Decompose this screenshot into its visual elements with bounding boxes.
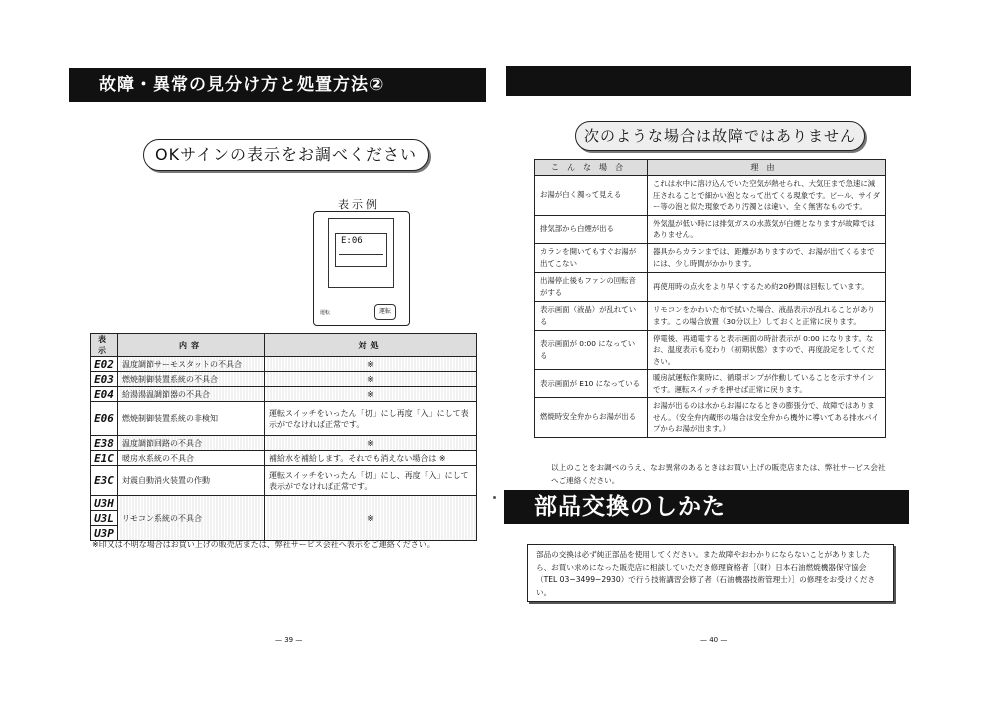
table-header-row bbox=[91, 334, 477, 357]
case-cell: 排気部から白煙が出る bbox=[535, 215, 648, 243]
error-code: U3H bbox=[91, 496, 118, 511]
error-action: ※ bbox=[265, 387, 477, 402]
table-row bbox=[535, 398, 886, 438]
table-row bbox=[91, 496, 477, 511]
reason-cell: リモコンをかわいた布で拭いた場合、液晶表示が乱れることがあります。この場合放置（30分以上）しておくと正常に戻ります。 bbox=[648, 301, 886, 330]
error-code: U3P bbox=[91, 526, 118, 541]
error-content: 温度調節サーモスタットの不具合 bbox=[118, 357, 265, 372]
error-code: E03 bbox=[91, 372, 118, 387]
header-case: こんな場合 bbox=[535, 160, 648, 176]
reason-cell: これは水中に溶け込んでいた空気が熱せられ、大気圧まで急速に減圧されることで細かい泡となって出てくる現象です。ビール、サイダー等の泡と似た現象であり汚濁とは違い、全く無害なものです。 bbox=[648, 176, 886, 216]
error-code: E06 bbox=[91, 402, 118, 436]
scan-speck bbox=[493, 496, 496, 499]
page-number-left: — 39 — bbox=[275, 636, 303, 644]
screen-divider bbox=[339, 254, 383, 255]
case-cell: カランを開いてもすぐお湯が出てこない bbox=[535, 243, 648, 272]
reason-cell: 再使用時の点火をより早くするため約20秒間は回転しています。 bbox=[648, 272, 886, 301]
not-malfunction-heading: 次のような場合は故障ではありません bbox=[575, 121, 865, 151]
screen-text: E:06 bbox=[341, 236, 363, 246]
error-code: E3C bbox=[91, 466, 118, 496]
error-code: E1C bbox=[91, 451, 118, 466]
header-reason: 理由 bbox=[648, 160, 886, 176]
right-page-header-bar bbox=[506, 66, 911, 96]
header-action: 対処 bbox=[265, 334, 477, 357]
reason-cell: 暖房試運転作業時に、循環ポンプが作動していることを示すサインです。運転スイッチを押せば正常に戻ります。 bbox=[648, 370, 886, 398]
ok-sign-heading: OKサインの表示をお調べください bbox=[143, 139, 429, 171]
error-action: 運転スイッチをいったん「切」にし再度「入」にして表示がでなければ正常です。 bbox=[265, 402, 477, 436]
run-button-illustration: 運転 bbox=[374, 304, 396, 320]
power-indicator-label: 運転 bbox=[320, 310, 331, 316]
reason-cell: 停電後、再通電すると表示画面の時計表示が 0:00 になります。なお、温度表示も変わり（初期状態）ますので、再度設定をしてください。 bbox=[648, 330, 886, 370]
table-row bbox=[535, 243, 886, 272]
not-malfunction-table bbox=[534, 159, 886, 438]
error-code: U3L bbox=[91, 511, 118, 526]
error-content: 燃焼制御装置系統の非検知 bbox=[118, 402, 265, 436]
conclusion-text: 以上のことをお調べのうえ、なお異常のあるときはお買い上げの販売店または、弊社サービス会社へご連絡ください。 bbox=[551, 463, 886, 485]
page-number-right: — 40 — bbox=[700, 636, 728, 644]
error-content: 温度調節回路の不具合 bbox=[118, 436, 265, 451]
error-content: 給湯湯温調節器の不具合 bbox=[118, 387, 265, 402]
error-content: 対震自動消火装置の作動 bbox=[118, 466, 265, 496]
error-action: 補給水を補給します。それでも消えない場合は ※ bbox=[265, 451, 477, 466]
case-cell: 表示画面（液晶）が乱れている bbox=[535, 301, 648, 330]
table-row bbox=[535, 176, 886, 216]
reason-cell: お湯が出るのは水からお湯になるときの膨張分で、故障ではありません。（安全弁内蔵形の場合は安全弁から機外に導いてある排水パイプからお湯が出ます。） bbox=[648, 398, 886, 438]
table-row bbox=[91, 451, 477, 466]
error-content: 暖房水系統の不具合 bbox=[118, 451, 265, 466]
table-row bbox=[91, 402, 477, 436]
header-code: 表示 bbox=[91, 334, 118, 357]
left-footnote: ※印又は不明な場合はお買い上げの販売店または、弊社サービス会社へ表示をご連絡ください。 bbox=[92, 540, 435, 549]
case-cell: お湯が白く濁って見える bbox=[535, 176, 648, 216]
reason-cell: 器具からカランまでは、距離がありますので、お湯が出てくるまでには、少し時間がかかります。 bbox=[648, 243, 886, 272]
error-action: ※ bbox=[265, 372, 477, 387]
table-row bbox=[535, 272, 886, 301]
table-row bbox=[91, 357, 477, 372]
remote-panel-illustration bbox=[313, 211, 410, 326]
panel-bezel bbox=[328, 218, 394, 288]
error-code: E02 bbox=[91, 357, 118, 372]
case-cell: 表示画面が E10 になっている bbox=[535, 370, 648, 398]
table-row bbox=[91, 387, 477, 402]
table-row bbox=[91, 436, 477, 451]
table-row bbox=[535, 370, 886, 398]
error-action: ※ bbox=[265, 496, 477, 541]
error-action: 運転スイッチをいったん「切」にし、再度「入」にして表示がでなければ正常です。 bbox=[265, 466, 477, 496]
left-page-title: 故障・異常の見分け方と処置方法② bbox=[69, 68, 486, 102]
error-content: リモコン系統の不具合 bbox=[118, 496, 265, 541]
case-cell: 表示画面が 0:00 になっている bbox=[535, 330, 648, 370]
table-header-row bbox=[535, 160, 886, 176]
display-example-label: 表示例 bbox=[338, 198, 380, 211]
case-cell: 出湯停止後もファンの回転音がする bbox=[535, 272, 648, 301]
error-code: E04 bbox=[91, 387, 118, 402]
error-code: E38 bbox=[91, 436, 118, 451]
error-action: ※ bbox=[265, 357, 477, 372]
header-content: 内容 bbox=[118, 334, 265, 357]
table-row bbox=[91, 372, 477, 387]
table-row bbox=[535, 301, 886, 330]
error-code-table bbox=[90, 333, 477, 541]
table-row bbox=[535, 215, 886, 243]
reason-cell: 外気温が低い時には排気ガスの水蒸気が白煙となりますが故障ではありません。 bbox=[648, 215, 886, 243]
error-content: 燃焼制御装置系統の不具合 bbox=[118, 372, 265, 387]
table-row bbox=[91, 466, 477, 496]
table-row bbox=[535, 330, 886, 370]
parts-replacement-title: 部品交換のしかた bbox=[504, 490, 909, 524]
case-cell: 燃焼時安全弁からお湯が出る bbox=[535, 398, 648, 438]
error-action: ※ bbox=[265, 436, 477, 451]
panel-screen bbox=[335, 233, 387, 267]
parts-replacement-box: 部品の交換は必ず純正部品を使用してください。また故障やおわかりにならないことがありましたら、お買い求めになった販売店に相談していただき修理資格者［（財）日本石油燃焼機器保守協会（TEL 03−3499−2930）で行う技術講習会修了者（石油機器技術管理士）］の修理をお受けください。 bbox=[527, 544, 894, 602]
